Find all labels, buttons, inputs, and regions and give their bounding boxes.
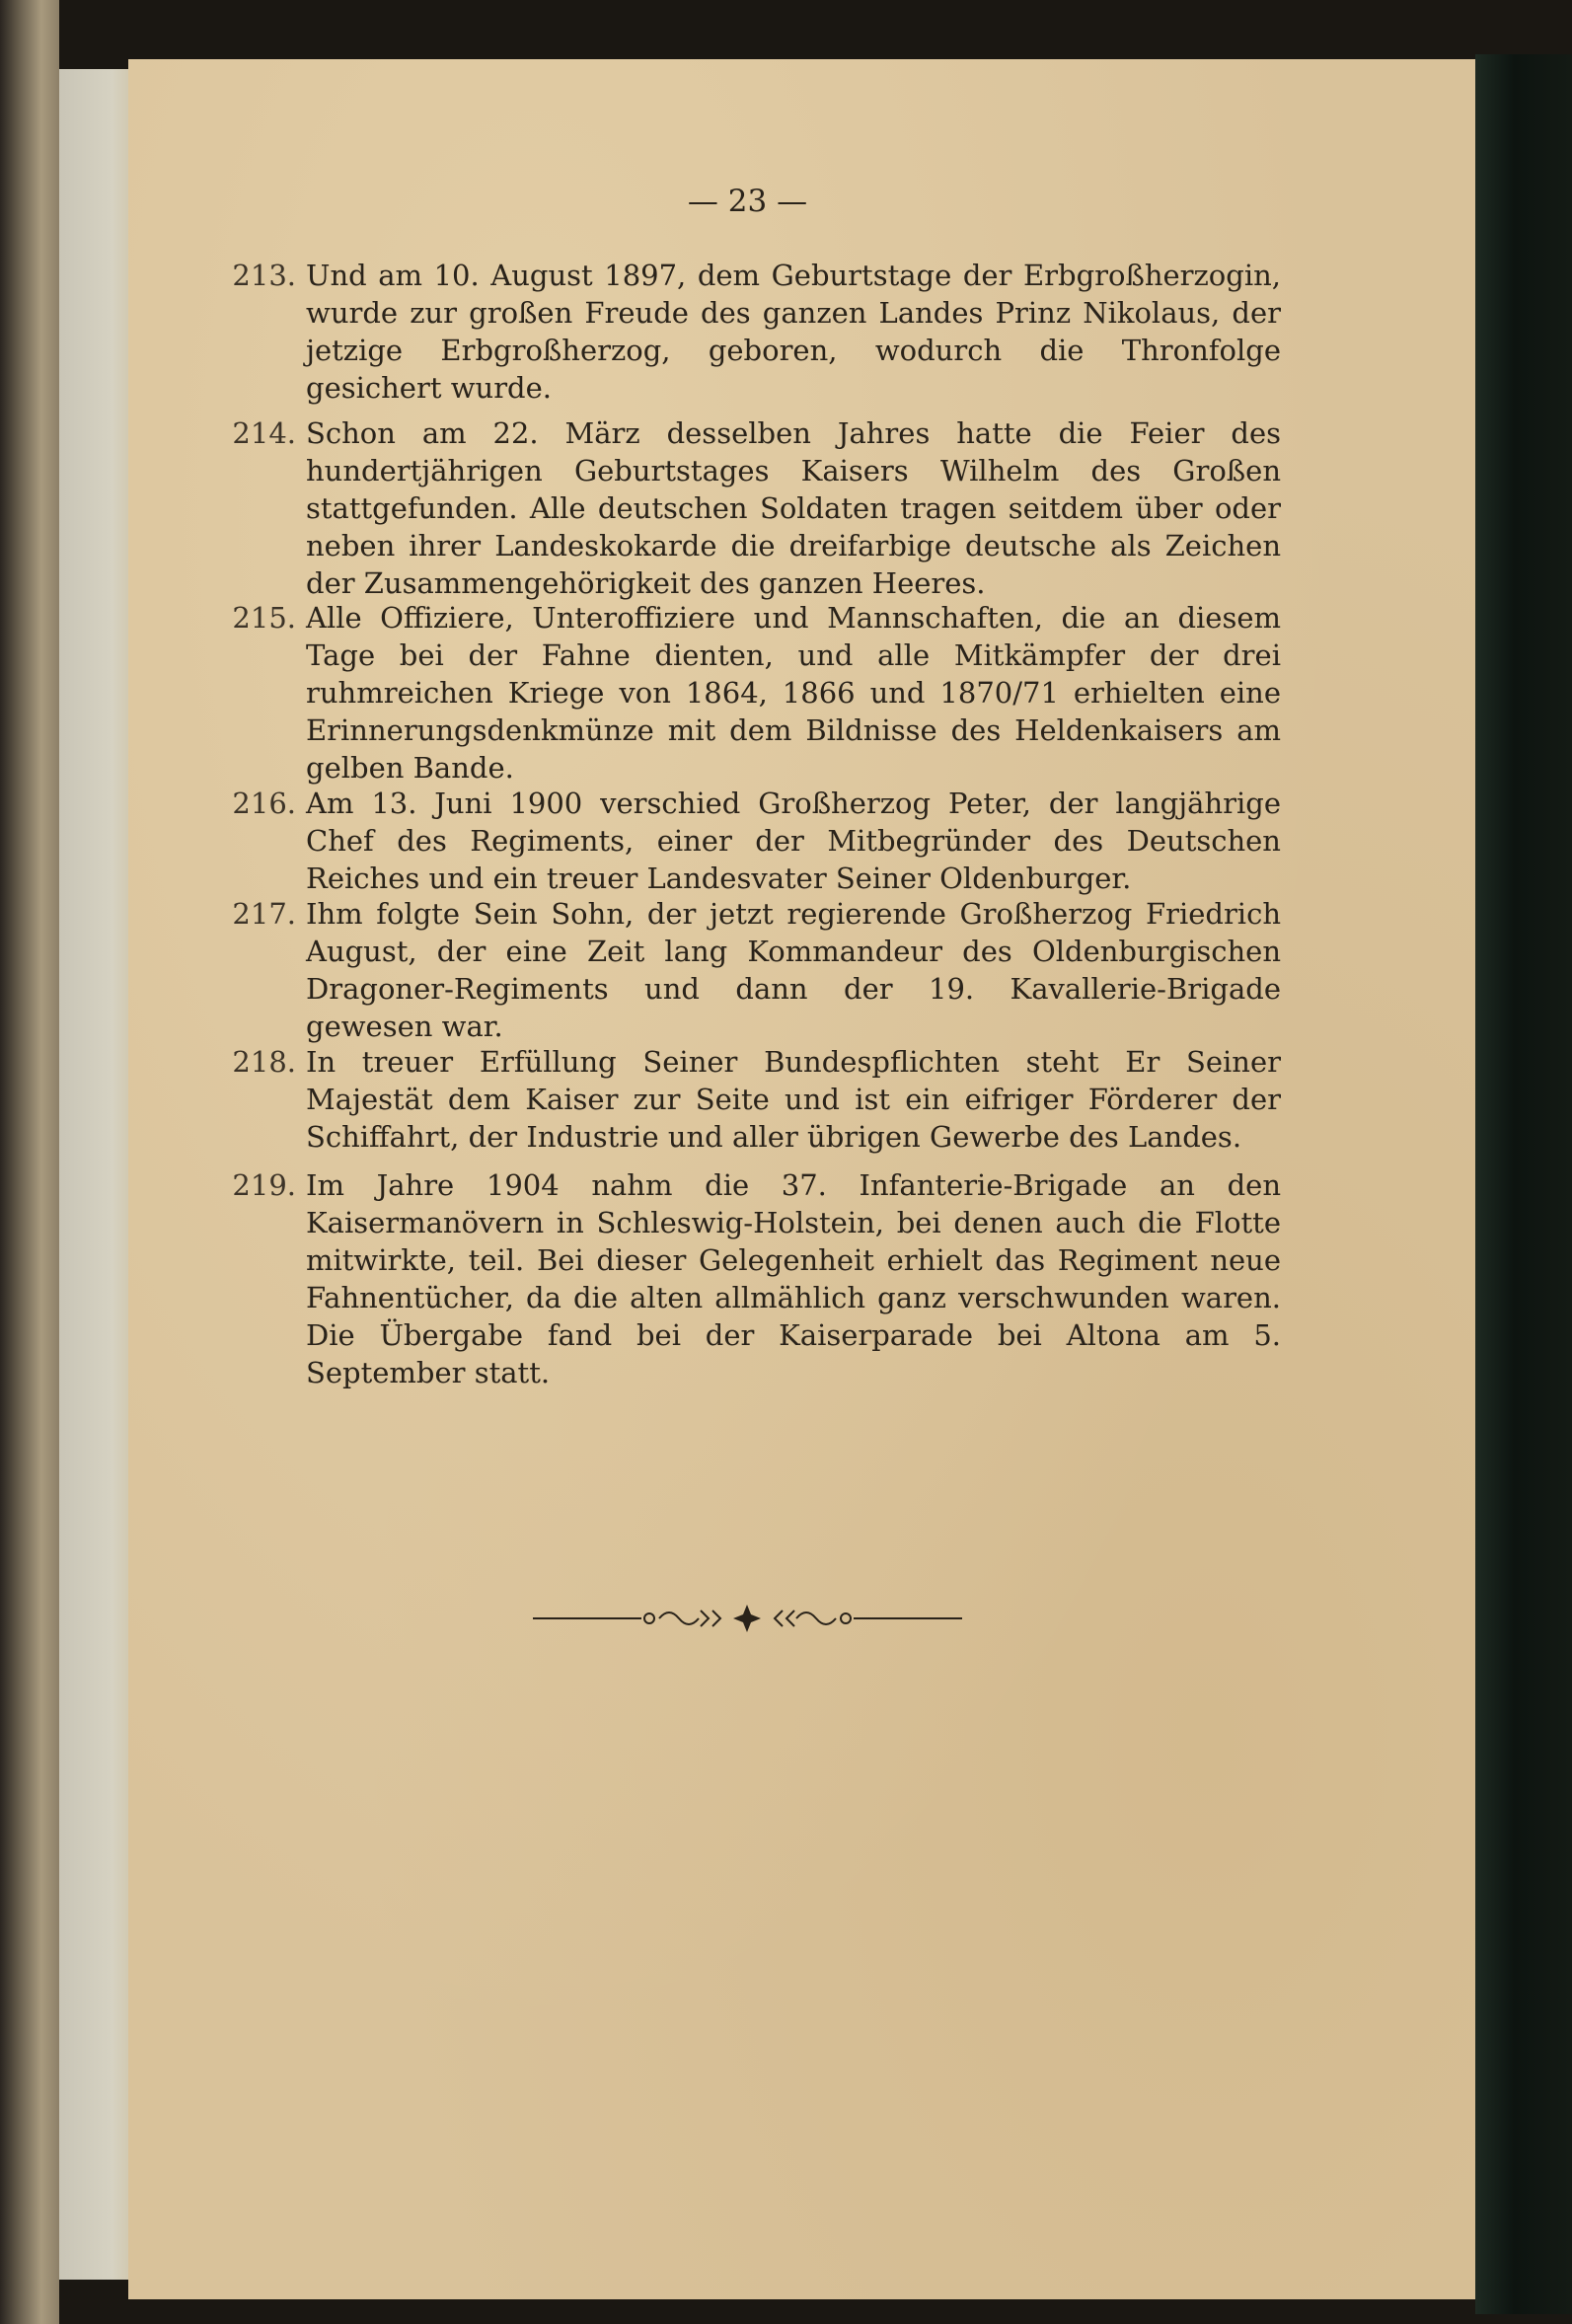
paragraph-number: 219.	[232, 1168, 296, 1202]
paragraph-text: Im Jahre 1904 nahm die 37. Infanterie-Brigade an den Kaisermanövern in Schleswig-Holstein, bei denen auch die Flotte mitwirkte, teil. Bei dieser Gelegenheit erhielt das Regiment neue Fahnentücher, da die alten allmählich ganz verschwunden waren. Die Übergabe fand bei der Kaiserparade bei Altona am 5. September statt.	[306, 1168, 1281, 1389]
paragraph-number: 215.	[232, 601, 296, 635]
paragraph-text: Alle Offiziere, Unteroffiziere und Mannschaften, die an diesem Tage bei der Fahne dienten, und alle Mitkämpfer der drei ruhmreichen Kriege von 1864, 1866 und 1870/71 erhielten eine Erinnerungsdenkmünze mit dem Bildnisse des Heldenkaisers am gelben Bande.	[306, 601, 1281, 785]
left-page-edge	[0, 0, 59, 2324]
paragraph-text: Ihm folgte Sein Sohn, der jetzt regierende Großherzog Friedrich August, der eine Zeit lang Kommandeur des Oldenburgischen Dragoner-Regiments und dann der 19. Kavallerie-Brigade gewesen war.	[306, 897, 1281, 1043]
paragraph-number: 214.	[232, 416, 296, 450]
paragraph-text: In treuer Erfüllung Seiner Bundespflichten steht Er Seiner Majestät dem Kaiser zur Seite und ist ein eifriger Förderer der Schiffahrt, der Industrie und aller übrigen Gewerbe des Landes.	[306, 1045, 1281, 1154]
book-cover-edge	[1475, 54, 1572, 2314]
paragraph-number: 217.	[232, 897, 296, 931]
paragraph-text: Und am 10. August 1897, dem Geburtstage der Erbgroßherzogin, wurde zur großen Freude des ganzen Landes Prinz Nikolaus, der jetzige Erbgroßherzog, geboren, wodurch die Thronfolge gesichert wurde.	[306, 259, 1281, 405]
paragraph-number: 216.	[232, 787, 296, 820]
paragraph-text: Am 13. Juni 1900 verschied Großherzog Peter, der langjährige Chef des Regiments, einer der Mitbegründer des Deutschen Reiches und ein treuer Landesvater Seiner Oldenburger.	[306, 787, 1281, 895]
paragraph-number: 218.	[232, 1045, 296, 1079]
paragraph-number: 213.	[232, 259, 296, 292]
decorative-ornament	[533, 1599, 962, 1638]
paragraph-text: Schon am 22. März desselben Jahres hatte die Feier des hundertjährigen Geburtstages Kaisers Wilhelm des Großen stattgefunden. Alle deutschen Soldaten tragen seitdem über oder neben ihrer Landeskokarde die dreifarbige deutsche als Zeichen der Zusammengehörigkeit des ganzen Heeres.	[306, 416, 1281, 600]
page-number: — 23 —	[687, 184, 808, 219]
